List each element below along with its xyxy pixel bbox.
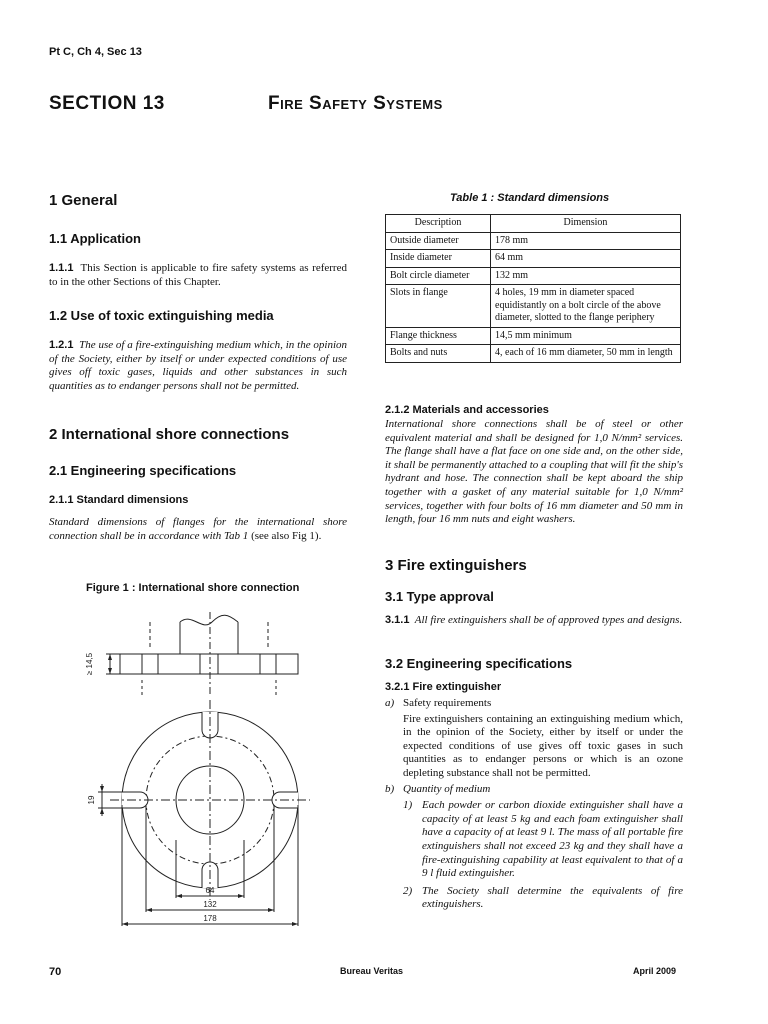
list-item-text: Fire extinguishers containing an extinguishing medium which, in the opinion of the Society, either by itself or under the expected conditions of use gives off toxic gases in such quantities as to endanger persons or which is an ozone depleting substance shall not be permitted. (403, 712, 683, 779)
column-header: Dimension (491, 215, 681, 233)
table-cell: Outside diameter (386, 232, 491, 250)
table-cell: Flange thickness (386, 327, 491, 345)
table-cell: 4 holes, 19 mm in diameter spaced equidistantly on a bolt circle of the above diameter, slotted to the flange periphery (491, 285, 681, 328)
heading-engineering-spec-3: 3.2 Engineering specifications (385, 656, 573, 671)
list-marker: 1) (403, 799, 413, 812)
paragraph-standard-dimensions (49, 516, 347, 543)
list-item-label: Quantity of medium (403, 782, 491, 795)
heading-engineering-spec: 2.1 Engineering specifications (49, 463, 237, 478)
slot-dimension-label: 19 (87, 795, 96, 805)
table-row (386, 345, 681, 363)
list-item (385, 697, 683, 711)
heading-fire-extinguisher: 3.2.1 Fire extinguisher (385, 681, 502, 693)
table-header-row (386, 215, 681, 233)
requirements-list (385, 697, 683, 912)
list-marker: b) (385, 782, 395, 795)
heading-type-approval: 3.1 Type approval (385, 589, 494, 604)
heading-application: 1.1 Application (49, 231, 141, 246)
footer-publisher: Bureau Veritas (340, 966, 404, 976)
sub-list-item-text: Each powder or carbon dioxide extinguisher shall have a capacity of at least 5 kg and each foam extinguisher shall have a capacity of at least 9 l. The mass of all portable fire extinguishers shall not exceed 23 kg and they shall have a fire-extinguishing capability at least equivalent to that of a 9 l fluid extinguisher. (422, 799, 683, 880)
column-header: Description (386, 215, 491, 233)
heading-materials: 2.1.2 Materials and accessories (385, 404, 549, 416)
inner-diameter-label: 64 (205, 886, 215, 895)
table-cell: Bolts and nuts (386, 345, 491, 363)
table-cell: Inside diameter (386, 250, 491, 268)
paragraph-text: This Section is applicable to fire safety systems as referred to in the other Sections of this Chapter. (49, 262, 347, 288)
list-marker: a) (385, 697, 395, 709)
paragraph-text: All fire extinguishers shall be of approved types and designs. (414, 614, 683, 626)
sub-list-item (403, 799, 683, 881)
table-cell: Slots in flange (386, 285, 491, 328)
table-cell: 4, each of 16 mm diameter, 50 mm in length (491, 345, 681, 363)
height-dimension-label: ≥ 14,5 (85, 652, 94, 676)
bolt-circle-label: 132 (203, 900, 217, 909)
table-row (386, 250, 681, 268)
section-number: SECTION 13 (49, 93, 165, 114)
list-marker: 2) (403, 884, 413, 897)
sub-list-item (403, 885, 683, 912)
footer-date: April 2009 (633, 966, 677, 976)
table-row (386, 232, 681, 250)
heading-general: 1 General (49, 192, 118, 209)
hub-break-line (180, 615, 238, 625)
paragraph-number: 1.2.1 (49, 339, 74, 351)
running-header: Pt C, Ch 4, Sec 13 (49, 46, 142, 58)
paragraph-number: 1.1.1 (49, 262, 74, 274)
paragraph-1-1-1 (49, 262, 347, 289)
heading-standard-dimensions: 2.1.1 Standard dimensions (49, 494, 189, 506)
paragraph-3-1-1 (385, 614, 683, 628)
paragraph-number: 3.1.1 (385, 614, 410, 626)
sub-list-item-text: The Society shall determine the equivalents of fire extinguishers. (422, 884, 683, 911)
flange-side-view (120, 654, 298, 674)
table-cell: 132 mm (491, 267, 681, 285)
table-row (386, 285, 681, 328)
paragraph-1-2-1 (49, 339, 347, 393)
table-row (386, 327, 681, 345)
paragraph-text: The use of a fire-extinguishing medium which, in the opinion of the Society, either by itself or under expected conditions of use gives off toxic gases, liquids and other substances in such quantities as to endanger persons shall not be permitted. (49, 339, 348, 392)
outer-diameter-label: 178 (203, 914, 217, 923)
list-item (385, 783, 683, 797)
section-title: Fire Safety Systems (268, 93, 443, 114)
paragraph-text: Standard dimensions of flanges for the international shore connection shall be in accordance with Tab 1 (49, 516, 347, 542)
list-item-label: Safety requirements (403, 697, 492, 709)
table-caption: Table 1 : Standard dimensions (450, 192, 610, 204)
standard-dimensions-table (385, 214, 681, 363)
figure-caption: Figure 1 : International shore connection (86, 582, 300, 594)
paragraph-reference: (see also Fig 1). (251, 529, 322, 542)
table-cell: 14,5 mm minimum (491, 327, 681, 345)
paragraph-materials: International shore connections shall be of steel or other equivalent material and shall be designed for 1,0 N/mm² services. The flange shall have a flat face on one side and, on the other side, it shall be permanently attached to a coupling that will fit the ship's hydrant and hose. The connection shall be kept aboard the ship together with a gasket of any material suitable for 1,0 N/mm² services, together with four bolts of 16 mm diameter and 50 mm in length, four 16 mm nuts and eight washers. (385, 418, 683, 526)
page-number: 70 (49, 966, 62, 978)
table-cell: 178 mm (491, 232, 681, 250)
table-cell: Bolt circle diameter (386, 267, 491, 285)
heading-fire-extinguishers: 3 Fire extinguishers (385, 557, 527, 574)
heading-toxic-media: 1.2 Use of toxic extinguishing media (49, 308, 274, 323)
table-cell: 64 mm (491, 250, 681, 268)
shore-connection-figure (80, 600, 360, 930)
heading-shore-connections: 2 International shore connections (49, 426, 290, 443)
table-row (386, 267, 681, 285)
